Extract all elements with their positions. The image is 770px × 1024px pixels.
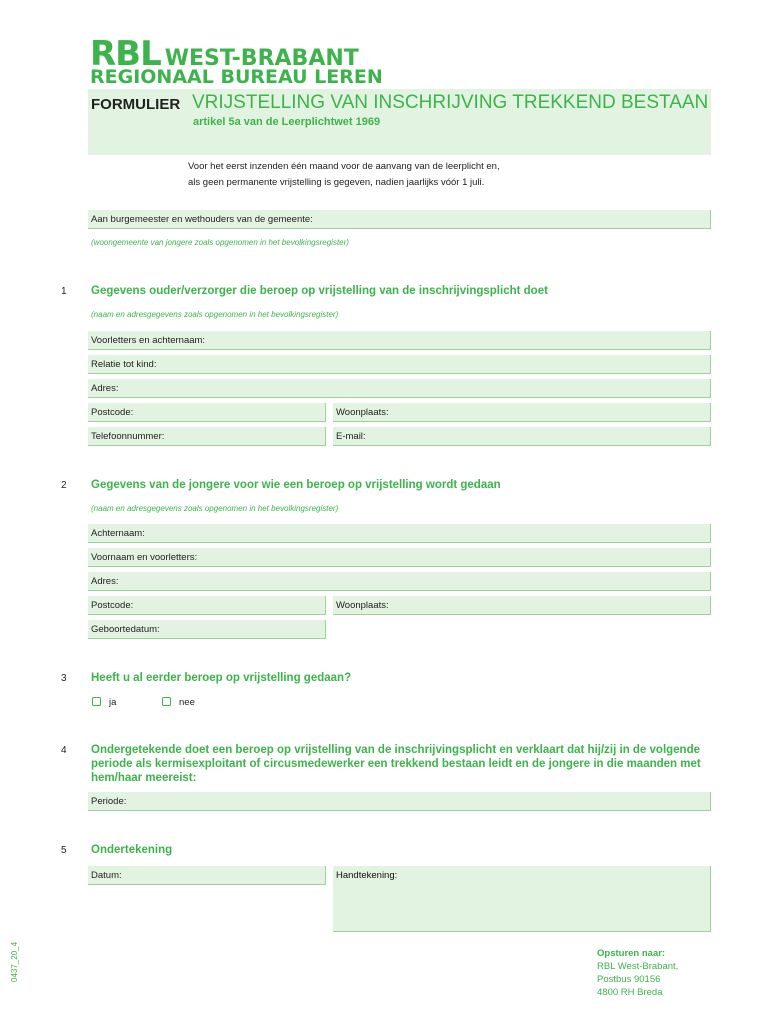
logo-line-2: REGIONAAL BUREAU LEREN	[90, 66, 383, 88]
no-label: nee	[179, 697, 195, 708]
form-label: FORMULIER	[91, 96, 181, 113]
section-4-number: 4	[61, 745, 67, 756]
section-2-number: 2	[61, 480, 67, 491]
section-5-number: 5	[61, 845, 67, 856]
logo-rbl: RBL	[90, 34, 161, 74]
send-to-line-2: Postbus 90156	[597, 974, 661, 985]
child-address-field[interactable]: Adres:	[88, 572, 711, 591]
section-4-title-line-1: Ondergetekende doet een beroep op vrijstelling van de inschrijvingsplicht en verklaart dat hij/zij in de volgende	[91, 744, 701, 756]
section-2-note: (naam en adresgegevens zoals opgenomen in het bevolkingsregister)	[91, 504, 339, 513]
section-1-title: Gegevens ouder/verzorger die beroep op vrijstelling van de inschrijvingsplicht doet	[91, 285, 548, 297]
section-1-number: 1	[61, 286, 67, 297]
signature-field[interactable]	[333, 866, 711, 932]
parent-email-field[interactable]: E-mail:	[333, 427, 711, 446]
child-city-field[interactable]: Woonplaats:	[333, 596, 711, 615]
intro-line-2: als geen permanente vrijstelling is gegeven, nadien jaarlijks vóór 1 juli.	[188, 177, 485, 188]
send-to-line-3: 4800 RH Breda	[597, 987, 663, 998]
form-subtitle: artikel 5a van de Leerplichtwet 1969	[193, 116, 381, 128]
child-lastname-field[interactable]: Achternaam:	[88, 524, 711, 543]
parent-postcode-field[interactable]: Postcode:	[88, 403, 326, 422]
parent-phone-field[interactable]: Telefoonnummer:	[88, 427, 326, 446]
child-postcode-field[interactable]: Postcode:	[88, 596, 326, 615]
section-5-title: Ondertekening	[91, 844, 173, 856]
section-3-number: 3	[61, 673, 67, 684]
parent-city-field[interactable]: Woonplaats:	[333, 403, 711, 422]
send-to-block	[597, 947, 678, 999]
date-field[interactable]: Datum:	[88, 866, 326, 885]
section-2-title: Gegevens van de jongere voor wie een beroep op vrijstelling wordt gedaan	[91, 479, 501, 491]
send-to-heading: Opsturen naar:	[597, 948, 666, 959]
relation-field[interactable]: Relatie tot kind:	[88, 355, 711, 374]
section-4-title-line-3: hem/haar meereist:	[91, 772, 197, 784]
parent-address-field[interactable]: Adres:	[88, 379, 711, 398]
send-to-line-1: RBL West-Brabant,	[597, 961, 679, 972]
yes-label: ja	[109, 697, 117, 708]
parent-name-field[interactable]: Voorletters en achternaam:	[88, 331, 711, 350]
child-birthdate-field[interactable]: Geboortedatum:	[88, 620, 326, 639]
yes-checkbox[interactable]	[92, 697, 101, 706]
child-firstname-field[interactable]: Voornaam en voorletters:	[88, 548, 711, 567]
section-4-title-line-2: periode als kermisexploitant of circusmedewerker een trekkend bestaan leidt en de jongere in die maanden met	[91, 758, 701, 770]
intro-line-1: Voor het eerst inzenden één maand voor de aanvang van de leerplicht en,	[188, 161, 500, 172]
section-3-title: Heeft u al eerder beroep op vrijstelling gedaan?	[91, 672, 352, 684]
form-code: 0437_20_4	[10, 941, 19, 982]
signature-label: Handtekening:	[336, 870, 398, 881]
section-4-title	[91, 743, 701, 785]
logo-west-brabant: WEST-BRABANT	[164, 46, 359, 71]
municipality-note: (woongemeente van jongere zoals opgenomen in het bevolkingsregister)	[91, 238, 349, 247]
municipality-field[interactable]: Aan burgemeester en wethouders van de gemeente:	[88, 210, 711, 229]
no-checkbox[interactable]	[162, 697, 171, 706]
section-1-note: (naam en adresgegevens zoals opgenomen in het bevolkingsregister)	[91, 310, 339, 319]
period-field[interactable]: Periode:	[88, 792, 711, 811]
form-title: VRIJSTELLING VAN INSCHRIJVING TREKKEND BESTAAN	[192, 92, 709, 113]
